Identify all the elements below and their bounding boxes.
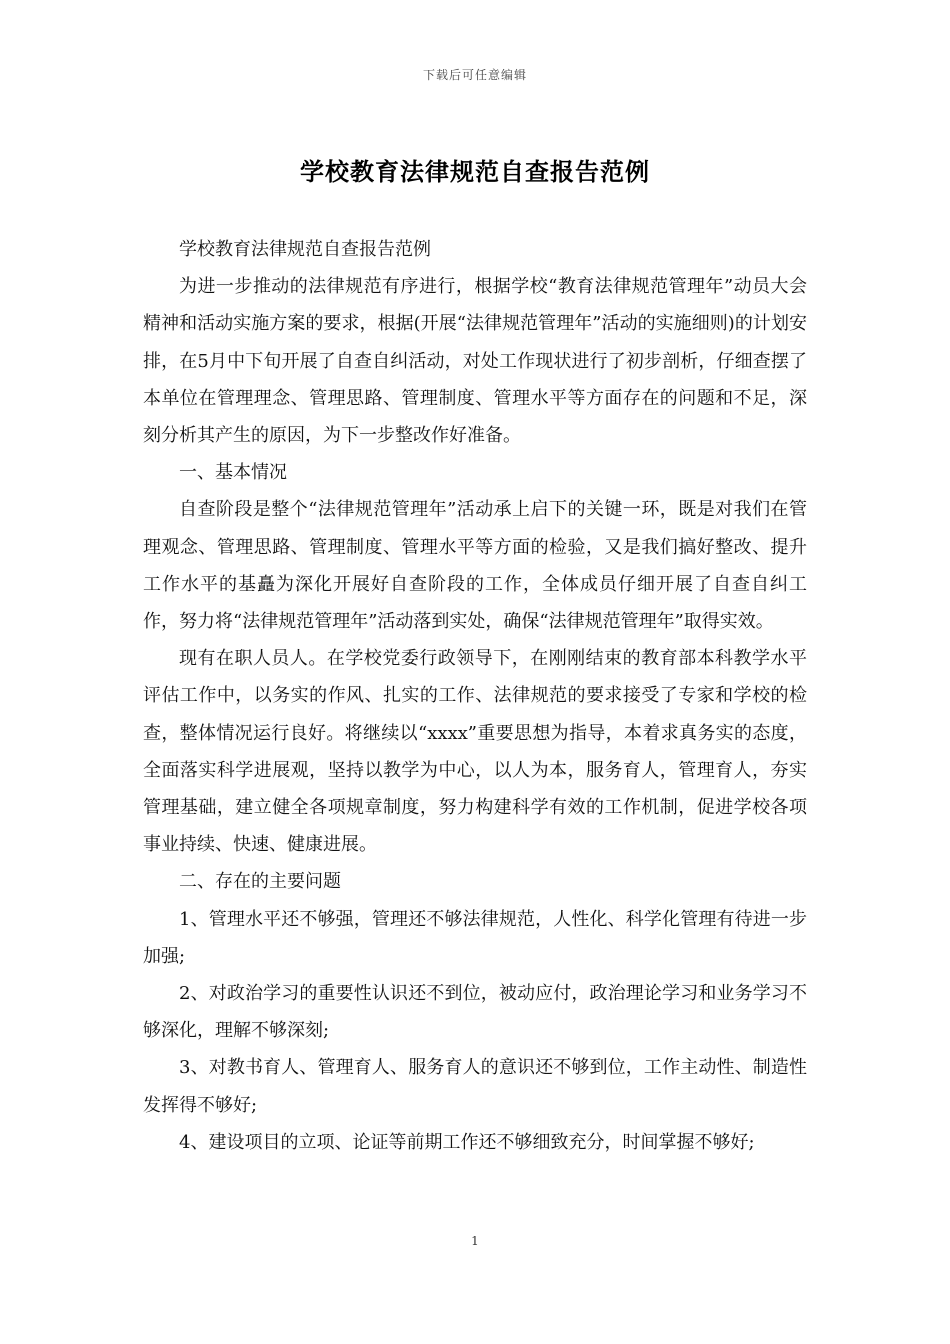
paragraph-basic-2: 现有在职人员人。在学校党委行政领导下，在刚刚结束的教育部本科教学水平评估工作中，以务实的作风、扎实的工作、法律规范的要求接受了专家和学校的检查，整体情况运行良好。将继续以“xxxx”重要思想为指导，本着求真务实的态度，全面落实科学进展观，坚持以教学为中心，以人为本，服务育人，管理育人，夯实管理基础，建立健全各项规章制度，努力构建科学有效的工作机制，促进学校各项事业持续、快速、健康进展。 <box>143 648 807 856</box>
problem-item-4: 4、建设项目的立项、论证等前期工作还不够细致充分，时间掌握不够好; <box>179 1131 755 1153</box>
document-title: 学校教育法律规范自查报告范例 <box>300 158 650 186</box>
paragraph-intro: 为进一步推动的法律规范有序进行，根据学校“教育法律规范管理年”动员大会精神和活动实施方案的要求，根据(开展“法律规范管理年”活动的实施细则)的计划安排，在5月中下旬开展了自查自纠活动，对处工作现状进行了初步剖析，仔细查摆了本单位在管理理念、管理思路、管理制度、管理水平等方面存在的问题和不足，深刻分析其产生的原因，为下一步整改作好准备。 <box>143 276 807 447</box>
section-heading-problems: 二、存在的主要问题 <box>179 871 341 893</box>
problem-item-2: 2、对政治学习的重要性认识还不到位，被动应付，政治理论学习和业务学习不够深化，理解不够深刻; <box>143 983 807 1042</box>
problem-item-1: 1、管理水平还不够强，管理还不够法律规范，人性化、科学化管理有待进一步加强; <box>143 908 807 967</box>
header-note: 下载后可任意编辑 <box>422 68 527 82</box>
paragraph-subtitle: 学校教育法律规范自查报告范例 <box>179 239 431 260</box>
problem-item-3: 3、对教书育人、管理育人、服务育人的意识还不够到位，工作主动性、制造性发挥得不够好; <box>143 1057 807 1116</box>
section-heading-basic: 一、基本情况 <box>179 462 287 484</box>
page-number: 1 <box>471 1234 479 1248</box>
document-body <box>143 231 807 1161</box>
paragraph-basic-1: 自查阶段是整个“法律规范管理年”活动承上启下的关键一环，既是对我们在管理观念、管理思路、管理制度、管理水平等方面的检验，又是我们搞好整改、提升工作水平的基矗为深化开展好自查阶段的工作，全体成员仔细开展了自查自纠工作，努力将“法律规范管理年”活动落到实处，确保“法律规范管理年”取得实效。 <box>143 499 807 633</box>
